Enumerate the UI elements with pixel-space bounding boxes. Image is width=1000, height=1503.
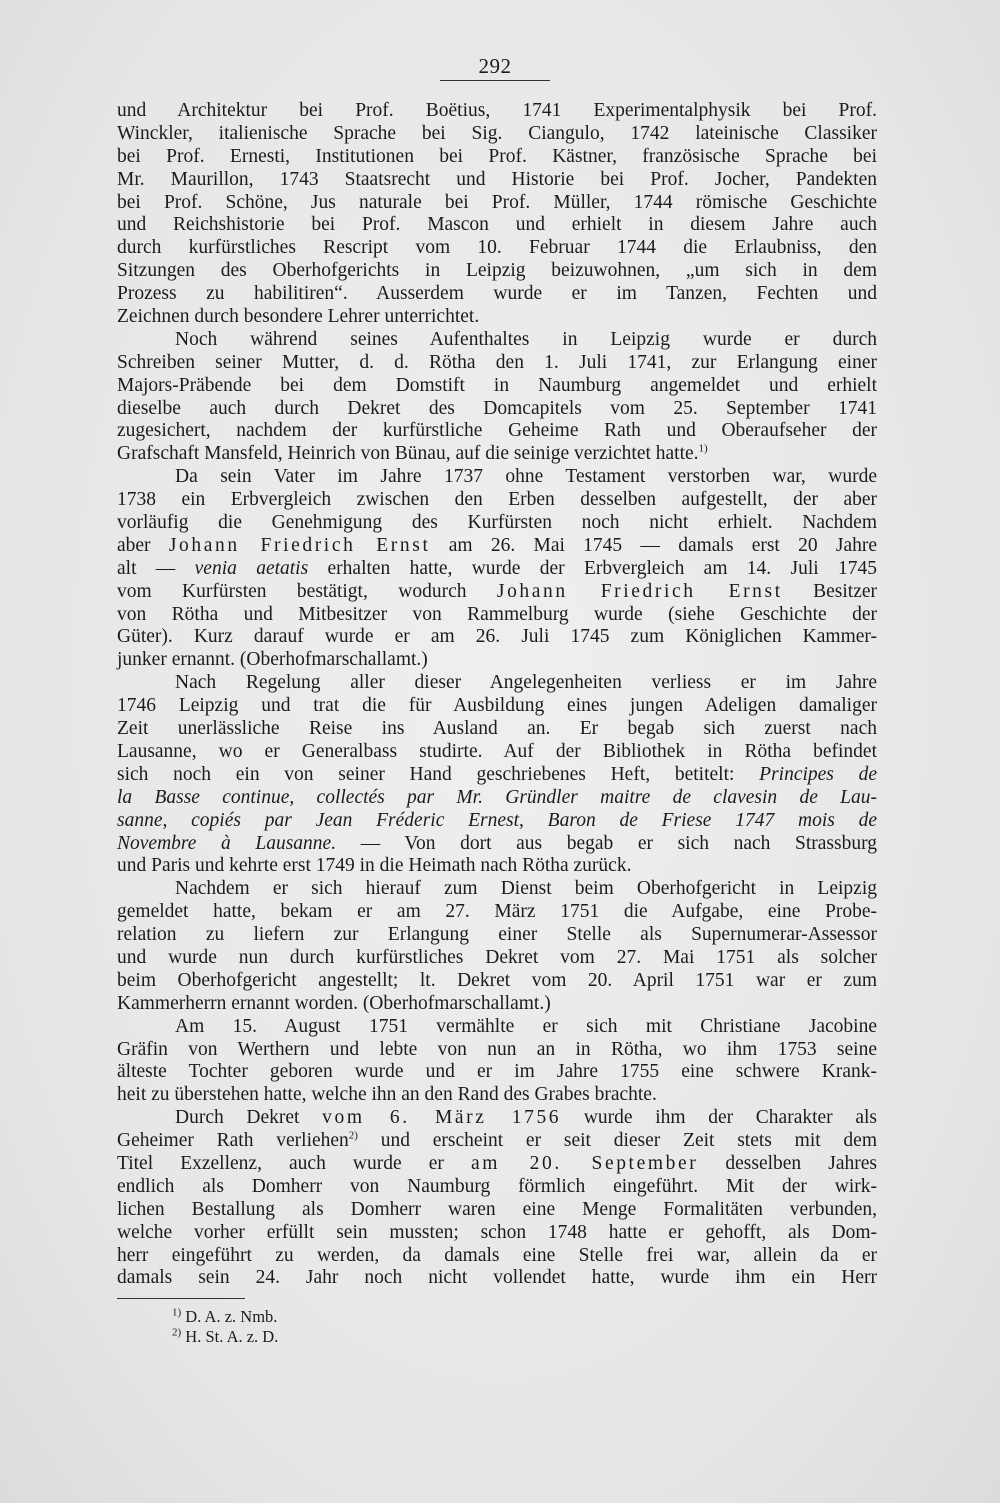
text-line [117,764,877,787]
text-line: und Paris und kehrte erst 1749 in die Heimath nach Rötha zurück. [117,855,632,877]
text-segment: am 26. Mai 1745 — damals erst 20 Jahre [448,534,878,556]
text-line: Nachdem er sich hierauf zum Dienst beim Oberhofgericht in Leipzig [175,878,877,900]
text-segment: Grafschaft Mansfeld, Heinrich von Bünau, auf die seinige verzichtet hatte. [117,443,699,465]
text-line: sanne, copiés par Jean Fréderic Ernest, Baron de Friese 1747 mois de [117,809,877,831]
text-segment: vom Kurfürsten bestätigt, wodurch [117,580,467,602]
text-line [117,558,877,581]
text-line: Da sein Vater im Jahre 1737 ohne Testament verstorben war, wurde [175,466,877,488]
text-line: vorläufig die Genehmigung des Kurfürsten noch nicht erhielt. Nachdem [117,512,877,534]
text-line: Am 15. August 1751 vermählte er sich mit Christiane Jacobine [175,1015,877,1037]
text-line: bei Prof. Schöne, Jus naturale bei Prof. Müller, 1744 römische Geschichte [117,191,877,213]
text-line: la Basse continue, collectés par Mr. Gründler maitre de clavesin de Lau- [117,786,877,808]
text-line: Majors-Präbende bei dem Domstift in Naumburg angemeldet und erhielt [117,374,877,396]
text-line: Winckler, italienische Sprache bei Sig. Ciangulo, 1742 lateinische Classiker [117,122,877,144]
text-line: von Rötha und Mitbesitzer von Rammelburg wurde (siehe Geschichte der [117,603,877,625]
text-line: Zeit unerlässliche Reise ins Ausland an. Er begab sich zuerst nach [117,718,877,740]
text-line: bei Prof. Ernesti, Institutionen bei Prof. Kästner, französische Sprache bei [117,145,877,167]
footnote-rule [117,1298,245,1299]
text-line: gemeldet hatte, bekam er am 27. März 1751 die Aufgabe, eine Probe- [117,901,877,923]
text-line [117,833,877,856]
text-line: relation zu liefern zur Erlangung einer Stelle als Supernumerar-Assessor [117,924,877,946]
footnote-marker: 2) [348,1129,358,1142]
text-line [117,443,877,466]
footnote [172,1327,278,1347]
footnote-text: D. A. z. Nmb. [185,1307,278,1326]
text-segment: erhalten hatte, wurde der Erbvergleich am 14. Juli 1745 [327,557,877,579]
text-line: dieselbe auch durch Dekret des Domcapitels vom 25. September 1741 [117,397,877,419]
text-line [117,581,877,604]
text-segment: Geheimer Rath verliehen [117,1130,349,1152]
text-line: zugesichert, nachdem der kurfürstliche Geheime Rath und Oberaufseher der [117,420,877,442]
text-segment: — Von dort aus begab er sich nach Strassburg [360,832,877,854]
text-line: und Reichshistorie bei Prof. Mascon und erhielt in diesem Jahre auch [117,214,877,236]
text-line: und Architektur bei Prof. Boëtius, 1741 Experimentalphysik bei Prof. [117,100,877,121]
text-line: damals sein 24. Jahr noch nicht vollendet hatte, wurde ihm ein Herr [117,1267,877,1289]
text-segment: Besitzer [813,580,878,602]
footnotes [172,1307,278,1347]
footnote-marker: 2) [172,1326,182,1339]
footnote [172,1307,278,1327]
text-line: junker ernannt. (Oberhofmarschallamt.) [117,649,428,671]
book-title: Principes de [759,763,878,785]
text-segment: aber [117,534,151,556]
person-name: Johann Friedrich Ernst [168,534,431,556]
text-segment: Titel Exzellenz, auch wurde er [117,1152,444,1174]
footnote-marker: 1) [698,442,708,455]
text-line: Mr. Maurillon, 1743 Staatsrecht und Historie bei Prof. Jocher, Pandekten [117,168,877,190]
person-name: Johann Friedrich Ernst [496,580,783,602]
text-line: lichen Bestallung als Domherr waren eine Menge Formalitäten verbunden, [117,1198,877,1220]
text-line: Prozess zu habilitiren“. Ausserdem wurde er im Tanzen, Fechten und [117,283,877,305]
book-title: Novembre à Lausanne. [117,832,337,854]
text-segment: wurde ihm der Charakter als [583,1107,877,1129]
text-line: Nach Regelung aller dieser Angelegenheiten verliess er im Jahre [175,672,877,694]
footnote-marker: 1) [172,1306,182,1319]
text-line: älteste Tochter geboren wurde und er im Jahre 1755 eine schwere Krank- [117,1061,877,1083]
text-line: Lausanne, wo er Generalbass studirte. Auf der Bibliothek in Rötha befindet [117,740,877,762]
page-number-rule [440,80,550,81]
text-line: endlich als Domherr von Naumburg förmlich eingeführt. Mit der wirk- [117,1175,877,1197]
text-line: Kammerherrn ernannt worden. (Oberhofmarschallamt.) [117,992,551,1014]
text-segment: sich noch ein von seiner Hand geschriebenes Heft, betitelt: [117,763,735,785]
text-line: heit zu überstehen hatte, welche ihn an den Rand des Grabes brachte. [117,1084,657,1106]
text-line: welche vorher erfüllt sein mussten; schon 1748 hatte er gehofft, als Dom- [117,1221,877,1243]
text-line: beim Oberhofgericht angestellt; lt. Dekret vom 20. April 1751 war er zum [117,969,877,991]
footnote-text: H. St. A. z. D. [185,1327,279,1346]
text-line: Güter). Kurz darauf wurde er am 26. Juli 1745 zum Königlichen Kammer- [117,626,877,648]
text-line: durch kurfürstliches Rescript vom 10. Februar 1744 die Erlaubniss, den [117,237,877,259]
text-segment: alt — [117,557,176,579]
text-line [117,1153,877,1176]
page-number: 292 [478,54,512,78]
text-line: Gräfin von Werthern und lebte von nun an in Rötha, wo ihm 1753 seine [117,1038,877,1060]
text-segment: Durch Dekret [175,1107,300,1129]
text-line: Sitzungen des Oberhofgerichts in Leipzig beizuwohnen, „um sich in dem [117,260,877,282]
text-line: 1738 ein Erbvergleich zwischen den Erben desselben aufgestellt, der aber [117,489,877,511]
latin-phrase: venia aetatis [194,557,309,579]
text-line: Zeichnen durch besondere Lehrer unterrichtet. [117,306,480,328]
body-text [117,100,877,1290]
date-phrase: vom 6. März 1756 [322,1107,562,1129]
text-segment: desselben Jahres [725,1152,877,1174]
text-line [117,1130,877,1153]
text-segment: und erscheint er seit dieser Zeit stets mit dem [380,1130,877,1152]
date-phrase: am 20. September [470,1152,699,1174]
text-line: 1746 Leipzig und trat die für Ausbildung eines jungen Adeligen damaliger [117,695,877,717]
text-line: Schreiben seiner Mutter, d. d. Rötha den 1. Juli 1741, zur Erlangung einer [117,351,877,373]
text-line [117,535,877,558]
text-line: und wurde nun durch kurfürstliches Dekret vom 27. Mai 1751 als solcher [117,946,877,968]
text-line: Noch während seines Aufenthaltes in Leipzig wurde er durch [175,328,877,350]
text-line [117,1107,877,1130]
text-line: herr eingeführt zu werden, da damals eine Stelle frei war, allein da er [117,1244,877,1266]
